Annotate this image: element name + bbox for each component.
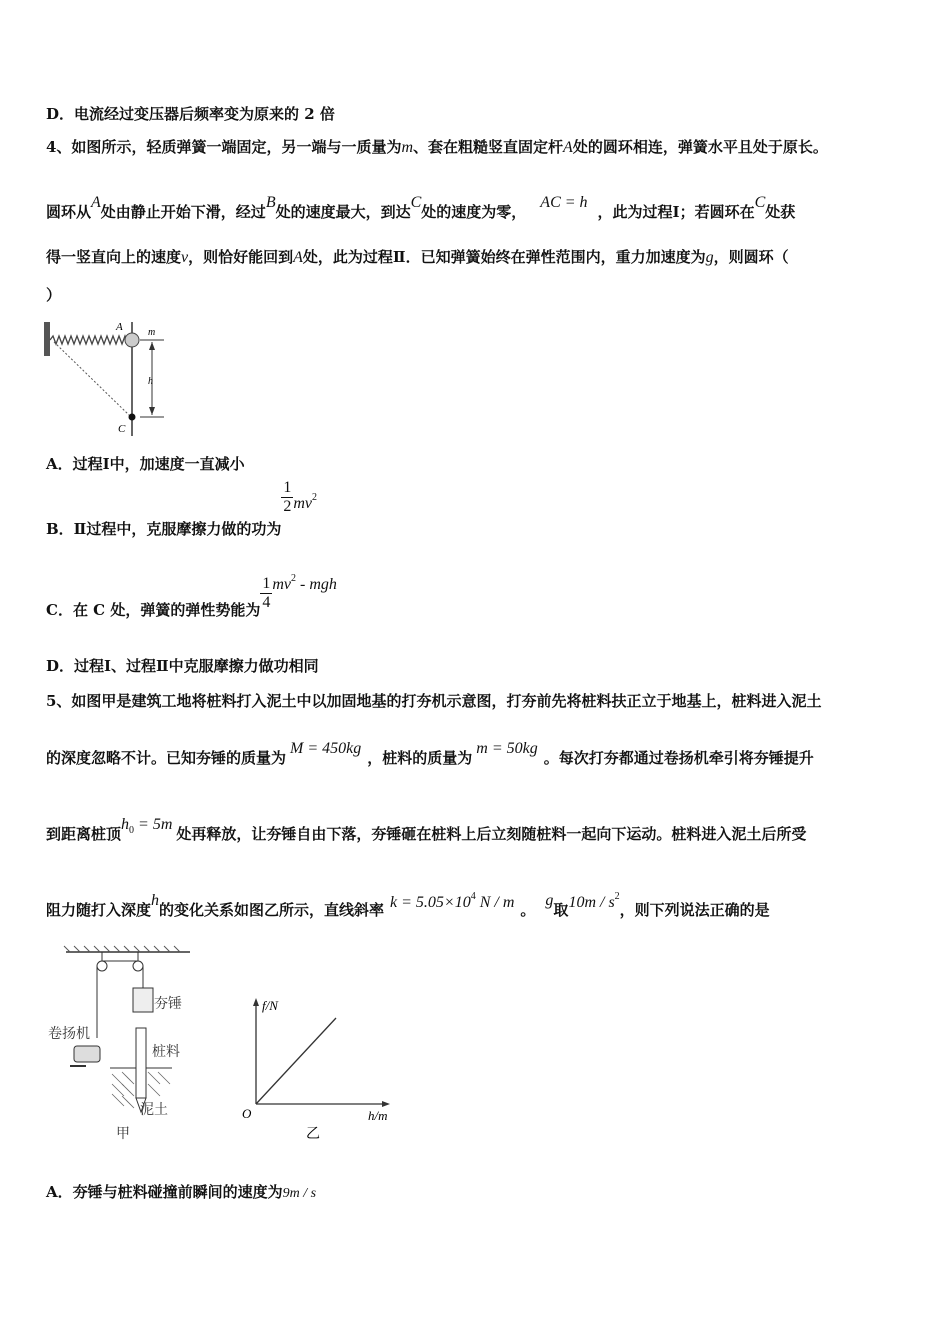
q5-stem-line4: 阻力随打入深度h的变化关系如图乙所示，直线斜率 $k = 5.05\times 10^4$ N / m 。g取$10m / s^2$，则下列说法正确的是 bbox=[46, 891, 770, 919]
point-c bbox=[129, 414, 136, 421]
pile bbox=[136, 1028, 146, 1098]
force-line bbox=[256, 1018, 336, 1104]
dashed-line bbox=[54, 342, 130, 416]
label-a: A bbox=[116, 321, 123, 333]
origin-label: O bbox=[242, 1106, 252, 1121]
pile-label: 桩料 bbox=[152, 1045, 180, 1060]
wall bbox=[44, 322, 50, 356]
q4-option-a: A．过程Ⅰ中，加速度一直减小 bbox=[46, 455, 245, 473]
q5-stem-line3: 到距离桩顶$h_0 = 5m$处再释放，让夯锤自由下落，夯锤砸在桩料上后立刻随桩料一起向下运动。桩料进入泥土后所受 bbox=[46, 816, 807, 843]
q4-stem-line4: ） bbox=[46, 286, 62, 304]
q4-stem-line3: 得一竖直向上的速度v，则恰好能回到A处，此为过程Ⅱ．已知弹簧始终在弹性范围内，重力加速度为g，则圆环（ bbox=[46, 248, 789, 266]
pulley-left bbox=[97, 961, 107, 971]
soil-label: 泥土 bbox=[140, 1103, 168, 1118]
hammer-label: 夯锤 bbox=[154, 997, 182, 1012]
q4-option-d: D．过程Ⅰ、过程Ⅱ中克服摩擦力做功相同 bbox=[46, 657, 319, 675]
q5-stem-line2: 的深度忽略不计。已知夯锤的质量为M = 450kg，桩料的质量为m = 50kg。每次打夯都通过卷扬机牵引将夯锤提升 bbox=[46, 740, 814, 767]
q4-option-b: B．Ⅱ过程中，克服摩擦力做的功为 $\frac{1}{2}$ $mv^2$ bbox=[46, 478, 317, 538]
y-label: f/N bbox=[262, 998, 278, 1013]
hammer bbox=[133, 988, 153, 1012]
pulley-right bbox=[133, 961, 143, 971]
q5-stem-line1: 5、如图甲是建筑工地将桩料打入泥土中以加固地基的打夯机示意图，打夯前先将桩料扶正立于地基上，桩料进入泥土 bbox=[46, 692, 822, 710]
q5-figure-force-graph bbox=[232, 996, 402, 1142]
x-label: h/m bbox=[368, 1108, 388, 1123]
q3-option-d: D．电流经过变压器后频率变为原来的 2 倍 bbox=[46, 105, 335, 123]
caption-yi: 乙 bbox=[306, 1127, 320, 1142]
winch-label: 卷扬机 bbox=[48, 1027, 90, 1042]
q4-spring-figure bbox=[40, 316, 175, 438]
label-m: m bbox=[148, 327, 156, 338]
q5-figure-pile-driver bbox=[44, 944, 194, 1144]
caption-jia: 甲 bbox=[116, 1127, 130, 1142]
q4-stem-line1: 4、如图所示，轻质弹簧一端固定，另一端与一质量为m、套在粗糙竖直固定杆A处的圆环相连，弹簧水平且处于原长。 bbox=[46, 138, 828, 156]
q4-stem-line2: 圆环从A处由静止开始下滑，经过B处的速度最大，到达C处的速度为零，AC = h，此为过程Ⅰ；若圆环在C处获 bbox=[46, 194, 796, 221]
q4-option-c: C．在 C 处，弹簧的弹性势能为 $\frac{1}{4}$ $mv^2$ - mgh bbox=[46, 573, 337, 619]
winch bbox=[74, 1046, 100, 1062]
label-h: h bbox=[148, 376, 153, 387]
ring bbox=[125, 333, 139, 347]
q5-option-a: A．夯锤与桩料碰撞前瞬间的速度为9m / s bbox=[46, 1183, 317, 1201]
label-c: C bbox=[118, 423, 126, 435]
